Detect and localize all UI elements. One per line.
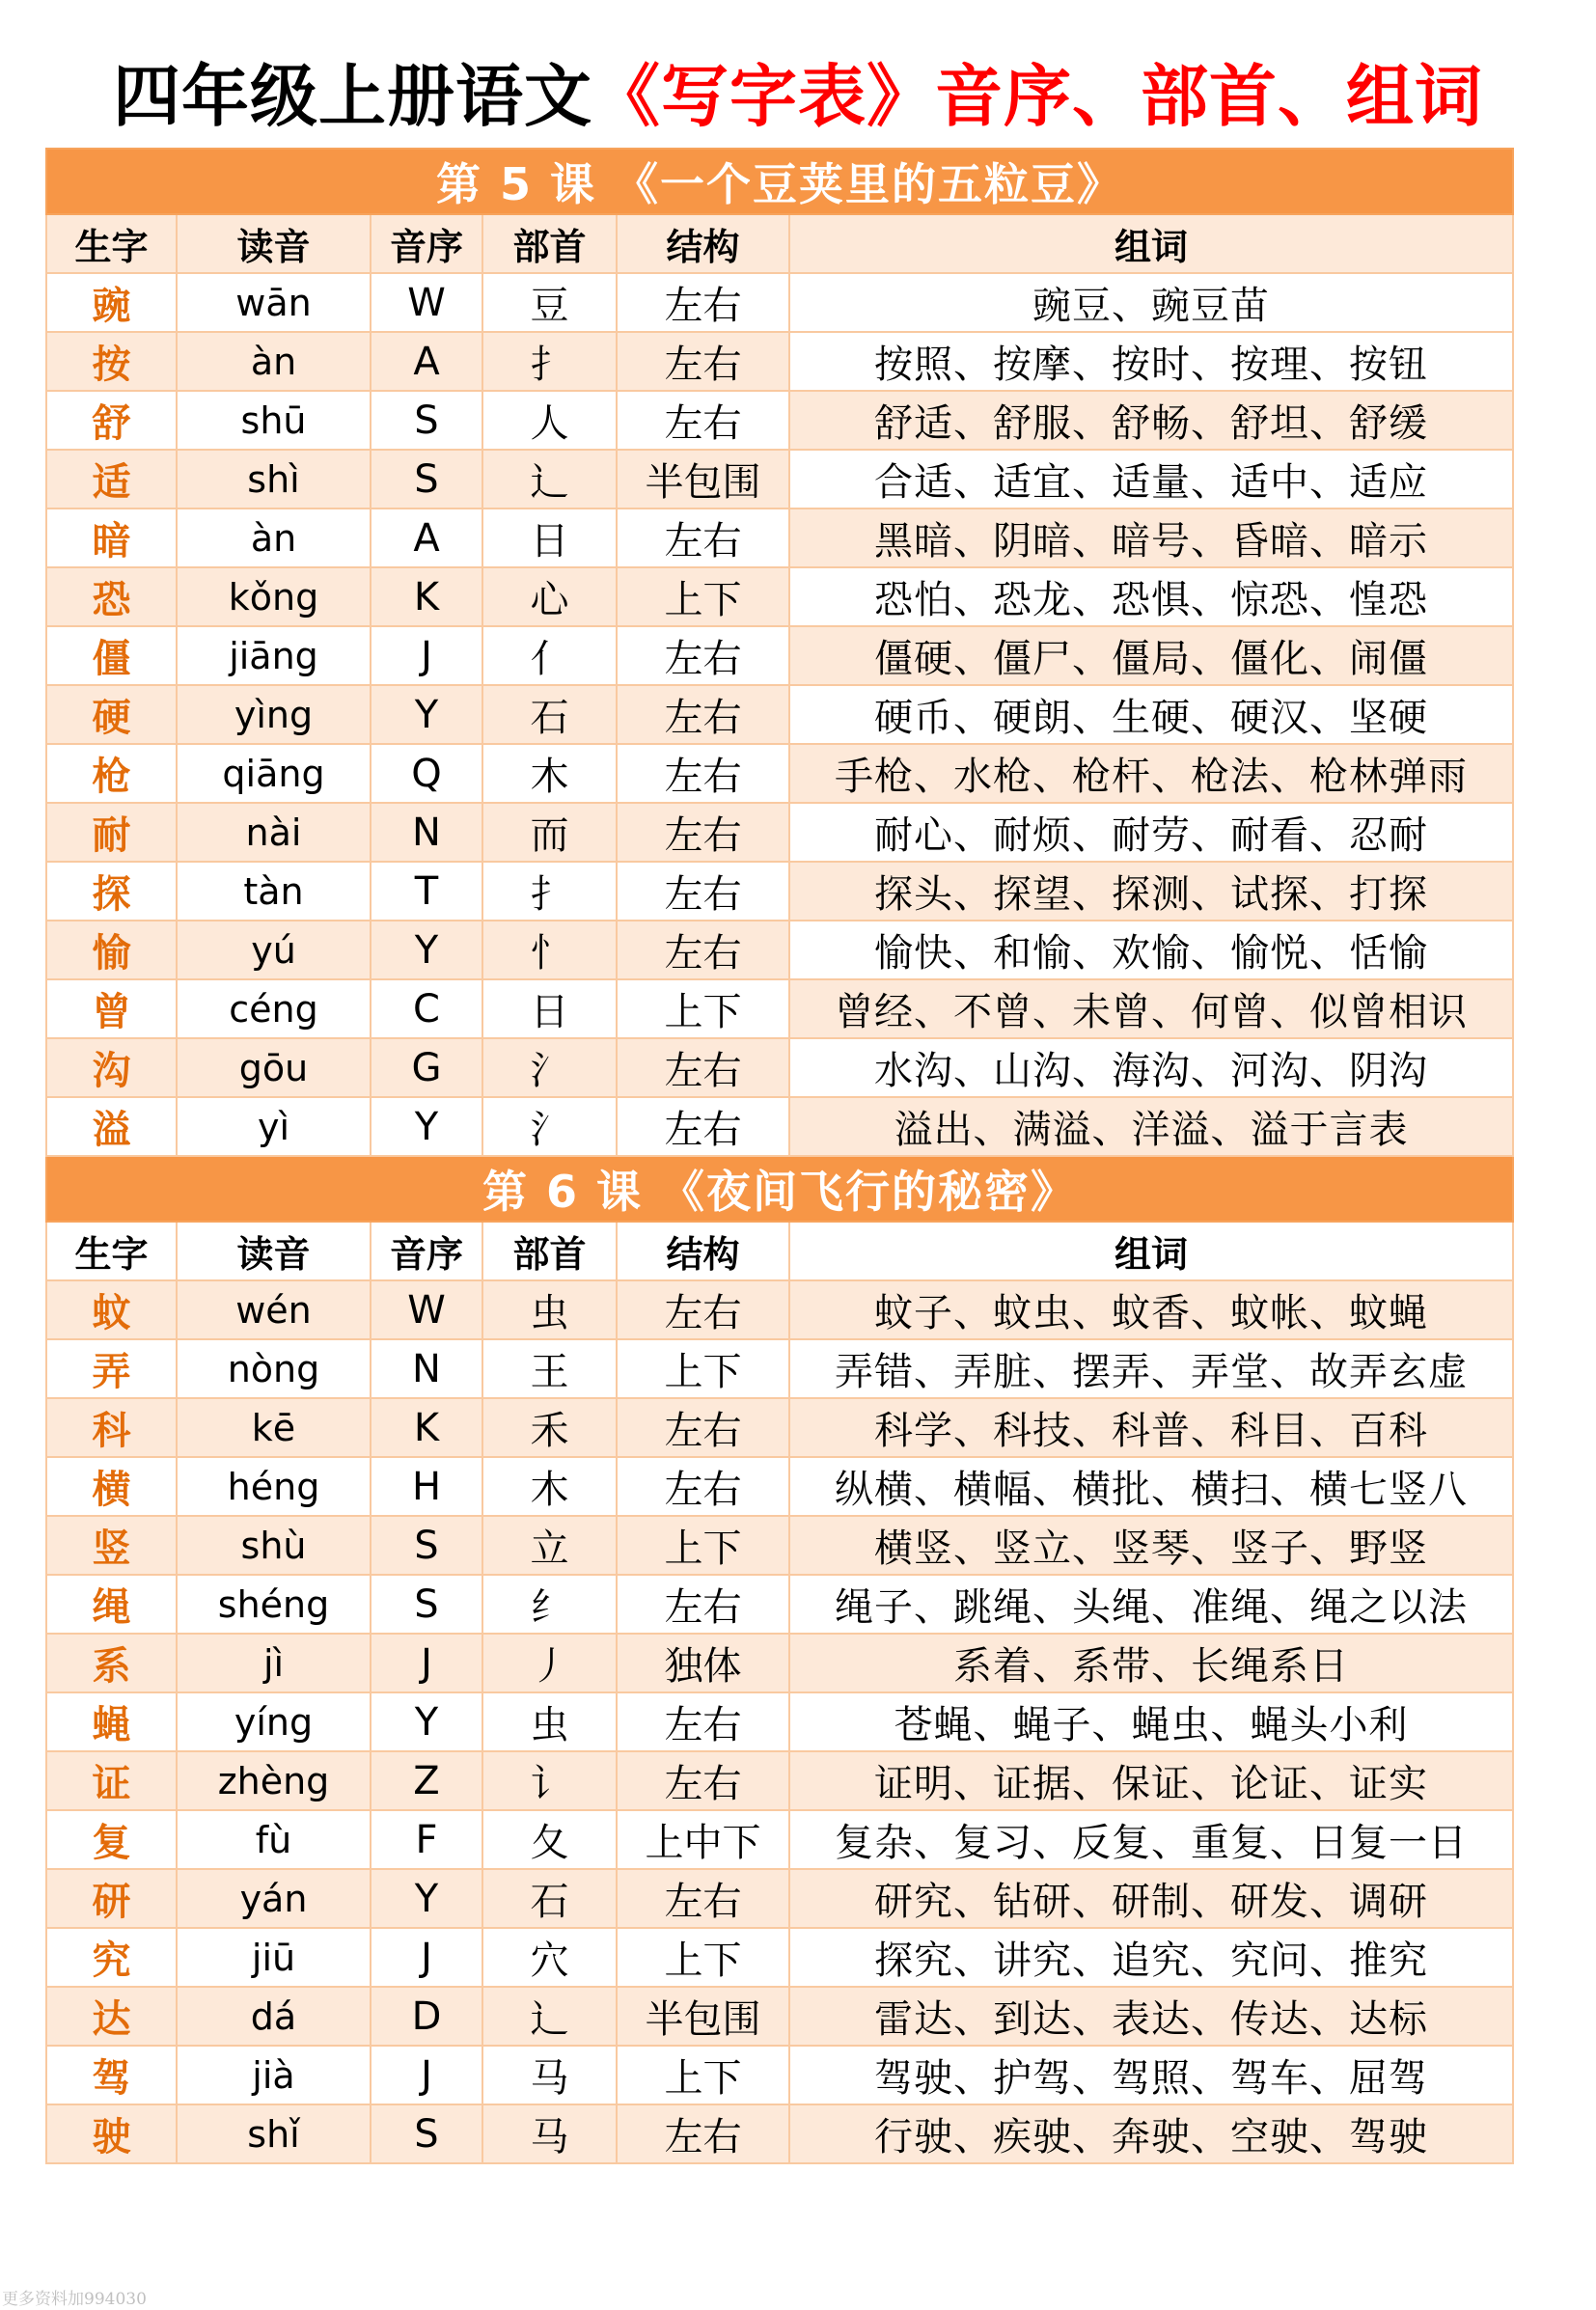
cell-initial: Z xyxy=(371,1751,482,1810)
cell-structure: 左右 xyxy=(617,921,789,979)
cell-structure: 左右 xyxy=(617,1398,789,1457)
cell-words: 溢出、满溢、洋溢、溢于言表 xyxy=(789,1097,1513,1156)
cell-initial: K xyxy=(371,1398,482,1457)
cell-radical: 丿 xyxy=(482,1634,617,1692)
table-row xyxy=(46,567,1513,626)
cell-radical: 穴 xyxy=(482,1928,617,1987)
cell-initial: S xyxy=(371,391,482,450)
cell-radical: 日 xyxy=(482,509,617,567)
column-header-row xyxy=(46,214,1513,273)
cell-pinyin: jiāng xyxy=(177,626,371,685)
lesson-heading: 第 5 课 《一个豆荚里的五粒豆》 xyxy=(46,149,1513,214)
table-row xyxy=(46,1869,1513,1928)
cell-character: 究 xyxy=(46,1928,177,1987)
cell-words: 弄错、弄脏、摆弄、弄堂、故弄玄虚 xyxy=(789,1339,1513,1398)
cell-character: 硬 xyxy=(46,685,177,744)
table-row xyxy=(46,862,1513,921)
cell-character: 驾 xyxy=(46,2046,177,2104)
cell-pinyin: héng xyxy=(177,1457,371,1516)
cell-pinyin: nài xyxy=(177,803,371,862)
table-row xyxy=(46,1810,1513,1869)
table-row xyxy=(46,391,1513,450)
cell-pinyin: kē xyxy=(177,1398,371,1457)
column-header-structure: 结构 xyxy=(617,1222,789,1280)
cell-radical: 辶 xyxy=(482,1987,617,2046)
table-row xyxy=(46,1928,1513,1987)
column-header-structure: 结构 xyxy=(617,214,789,273)
cell-radical: 木 xyxy=(482,1457,617,1516)
cell-words: 蚊子、蚊虫、蚊香、蚊帐、蚊蝇 xyxy=(789,1280,1513,1339)
cell-pinyin: wān xyxy=(177,273,371,332)
cell-pinyin: fù xyxy=(177,1810,371,1869)
table-row xyxy=(46,1097,1513,1156)
cell-pinyin: zhèng xyxy=(177,1751,371,1810)
table-row xyxy=(46,1280,1513,1339)
cell-radical: 虫 xyxy=(482,1280,617,1339)
cell-initial: W xyxy=(371,1280,482,1339)
cell-pinyin: yì xyxy=(177,1097,371,1156)
cell-initial: J xyxy=(371,626,482,685)
table-row xyxy=(46,921,1513,979)
cell-structure: 左右 xyxy=(617,1457,789,1516)
column-header-radical: 部首 xyxy=(482,214,617,273)
cell-structure: 左右 xyxy=(617,1692,789,1751)
cell-words: 系着、系带、长绳系日 xyxy=(789,1634,1513,1692)
table-row xyxy=(46,685,1513,744)
cell-pinyin: kǒng xyxy=(177,567,371,626)
cell-words: 苍蝇、蝇子、蝇虫、蝇头小利 xyxy=(789,1692,1513,1751)
cell-words: 愉快、和愉、欢愉、愉悦、恬愉 xyxy=(789,921,1513,979)
cell-radical: 夂 xyxy=(482,1810,617,1869)
page-title xyxy=(0,42,1596,140)
cell-radical: 木 xyxy=(482,744,617,803)
cell-structure: 左右 xyxy=(617,2104,789,2163)
cell-initial: K xyxy=(371,567,482,626)
cell-character: 科 xyxy=(46,1398,177,1457)
cell-structure: 左右 xyxy=(617,685,789,744)
cell-words: 绳子、跳绳、头绳、准绳、绳之以法 xyxy=(789,1575,1513,1634)
cell-radical: 人 xyxy=(482,391,617,450)
cell-structure: 左右 xyxy=(617,1097,789,1156)
cell-radical: 氵 xyxy=(482,1097,617,1156)
table-row xyxy=(46,1038,1513,1097)
table-row xyxy=(46,1751,1513,1810)
cell-initial: W xyxy=(371,273,482,332)
cell-radical: 马 xyxy=(482,2104,617,2163)
cell-initial: N xyxy=(371,1339,482,1398)
cell-initial: J xyxy=(371,1634,482,1692)
column-header-words: 组词 xyxy=(789,214,1513,273)
cell-initial: T xyxy=(371,862,482,921)
cell-initial: H xyxy=(371,1457,482,1516)
table-row xyxy=(46,626,1513,685)
cell-structure: 左右 xyxy=(617,1575,789,1634)
cell-structure: 左右 xyxy=(617,273,789,332)
cell-pinyin: shéng xyxy=(177,1575,371,1634)
cell-radical: 虫 xyxy=(482,1692,617,1751)
table-row xyxy=(46,1398,1513,1457)
cell-structure: 上下 xyxy=(617,2046,789,2104)
cell-pinyin: shù xyxy=(177,1516,371,1575)
cell-character: 愉 xyxy=(46,921,177,979)
table-row xyxy=(46,332,1513,391)
cell-initial: J xyxy=(371,2046,482,2104)
table-row xyxy=(46,2046,1513,2104)
cell-radical: 豆 xyxy=(482,273,617,332)
cell-pinyin: yú xyxy=(177,921,371,979)
cell-character: 溢 xyxy=(46,1097,177,1156)
cell-initial: A xyxy=(371,332,482,391)
cell-radical: 纟 xyxy=(482,1575,617,1634)
cell-character: 僵 xyxy=(46,626,177,685)
cell-radical: 石 xyxy=(482,1869,617,1928)
cell-structure: 上下 xyxy=(617,1928,789,1987)
cell-character: 适 xyxy=(46,450,177,509)
column-header-pinyin: 读音 xyxy=(177,214,371,273)
cell-words: 曾经、不曾、未曾、何曾、似曾相识 xyxy=(789,979,1513,1038)
cell-pinyin: gōu xyxy=(177,1038,371,1097)
lesson-heading: 第 6 课 《夜间飞行的秘密》 xyxy=(46,1156,1513,1222)
table-row xyxy=(46,2104,1513,2163)
cell-initial: Y xyxy=(371,1692,482,1751)
cell-words: 水沟、山沟、海沟、河沟、阴沟 xyxy=(789,1038,1513,1097)
cell-character: 恐 xyxy=(46,567,177,626)
cell-structure: 左右 xyxy=(617,626,789,685)
table-row xyxy=(46,1339,1513,1398)
cell-pinyin: shū xyxy=(177,391,371,450)
table-row xyxy=(46,744,1513,803)
title-highlight: 《写字表》音序、部首、组词 xyxy=(592,57,1483,136)
cell-pinyin: yìng xyxy=(177,685,371,744)
cell-words: 手枪、水枪、枪杆、枪法、枪林弹雨 xyxy=(789,744,1513,803)
cell-pinyin: céng xyxy=(177,979,371,1038)
cell-initial: S xyxy=(371,450,482,509)
cell-initial: Y xyxy=(371,1097,482,1156)
cell-initial: S xyxy=(371,1575,482,1634)
column-header-initial: 音序 xyxy=(371,214,482,273)
table-row xyxy=(46,450,1513,509)
cell-radical: 马 xyxy=(482,2046,617,2104)
cell-initial: Y xyxy=(371,685,482,744)
cell-character: 蚊 xyxy=(46,1280,177,1339)
cell-radical: 心 xyxy=(482,567,617,626)
cell-structure: 左右 xyxy=(617,509,789,567)
cell-words: 恐怕、恐龙、恐惧、惊恐、惶恐 xyxy=(789,567,1513,626)
cell-structure: 半包围 xyxy=(617,450,789,509)
column-header-words: 组词 xyxy=(789,1222,1513,1280)
column-header-character: 生字 xyxy=(46,1222,177,1280)
cell-structure: 左右 xyxy=(617,803,789,862)
cell-pinyin: yán xyxy=(177,1869,371,1928)
cell-character: 横 xyxy=(46,1457,177,1516)
cell-pinyin: àn xyxy=(177,509,371,567)
table-row xyxy=(46,509,1513,567)
cell-character: 绳 xyxy=(46,1575,177,1634)
cell-words: 研究、钻研、研制、研发、调研 xyxy=(789,1869,1513,1928)
cell-radical: 扌 xyxy=(482,862,617,921)
table-row xyxy=(46,1987,1513,2046)
cell-character: 竖 xyxy=(46,1516,177,1575)
cell-initial: F xyxy=(371,1810,482,1869)
cell-pinyin: jiū xyxy=(177,1928,371,1987)
cell-radical: 亻 xyxy=(482,626,617,685)
cell-radical: 王 xyxy=(482,1339,617,1398)
cell-structure: 左右 xyxy=(617,1038,789,1097)
cell-radical: 讠 xyxy=(482,1751,617,1810)
cell-words: 探究、讲究、追究、究问、推究 xyxy=(789,1928,1513,1987)
cell-radical: 忄 xyxy=(482,921,617,979)
cell-character: 达 xyxy=(46,1987,177,2046)
column-header-row xyxy=(46,1222,1513,1280)
table-row xyxy=(46,1692,1513,1751)
cell-pinyin: nòng xyxy=(177,1339,371,1398)
cell-character: 系 xyxy=(46,1634,177,1692)
column-header-character: 生字 xyxy=(46,214,177,273)
column-header-initial: 音序 xyxy=(371,1222,482,1280)
cell-words: 僵硬、僵尸、僵局、僵化、闹僵 xyxy=(789,626,1513,685)
cell-words: 证明、证据、保证、论证、证实 xyxy=(789,1751,1513,1810)
cell-pinyin: shì xyxy=(177,450,371,509)
cell-initial: A xyxy=(371,509,482,567)
table-row xyxy=(46,1575,1513,1634)
table-row xyxy=(46,1634,1513,1692)
cell-structure: 左右 xyxy=(617,1280,789,1339)
cell-radical: 禾 xyxy=(482,1398,617,1457)
cell-words: 驾驶、护驾、驾照、驾车、屈驾 xyxy=(789,2046,1513,2104)
cell-radical: 石 xyxy=(482,685,617,744)
cell-character: 曾 xyxy=(46,979,177,1038)
cell-pinyin: jià xyxy=(177,2046,371,2104)
cell-radical: 而 xyxy=(482,803,617,862)
cell-pinyin: yíng xyxy=(177,1692,371,1751)
cell-words: 黑暗、阴暗、暗号、昏暗、暗示 xyxy=(789,509,1513,567)
cell-pinyin: qiāng xyxy=(177,744,371,803)
cell-radical: 日 xyxy=(482,979,617,1038)
cell-initial: Y xyxy=(371,921,482,979)
cell-words: 按照、按摩、按时、按理、按钮 xyxy=(789,332,1513,391)
cell-character: 驶 xyxy=(46,2104,177,2163)
cell-character: 证 xyxy=(46,1751,177,1810)
cell-structure: 独体 xyxy=(617,1634,789,1692)
cell-structure: 上下 xyxy=(617,1516,789,1575)
cell-words: 合适、适宜、适量、适中、适应 xyxy=(789,450,1513,509)
cell-structure: 左右 xyxy=(617,1869,789,1928)
cell-character: 豌 xyxy=(46,273,177,332)
cell-structure: 左右 xyxy=(617,1751,789,1810)
cell-initial: S xyxy=(371,2104,482,2163)
cell-words: 硬币、硬朗、生硬、硬汉、坚硬 xyxy=(789,685,1513,744)
cell-words: 舒适、舒服、舒畅、舒坦、舒缓 xyxy=(789,391,1513,450)
table-row xyxy=(46,803,1513,862)
cell-radical: 氵 xyxy=(482,1038,617,1097)
cell-words: 雷达、到达、表达、传达、达标 xyxy=(789,1987,1513,2046)
cell-character: 按 xyxy=(46,332,177,391)
cell-character: 枪 xyxy=(46,744,177,803)
cell-initial: Q xyxy=(371,744,482,803)
table-row xyxy=(46,1516,1513,1575)
cell-structure: 半包围 xyxy=(617,1987,789,2046)
cell-radical: 立 xyxy=(482,1516,617,1575)
cell-character: 探 xyxy=(46,862,177,921)
cell-radical: 扌 xyxy=(482,332,617,391)
cell-initial: D xyxy=(371,1987,482,2046)
cell-pinyin: tàn xyxy=(177,862,371,921)
footer-watermark: 更多资料加994030 xyxy=(2,2290,147,2309)
cell-pinyin: jì xyxy=(177,1634,371,1692)
cell-character: 弄 xyxy=(46,1339,177,1398)
table-row xyxy=(46,273,1513,332)
cell-initial: C xyxy=(371,979,482,1038)
cell-words: 行驶、疾驶、奔驶、空驶、驾驶 xyxy=(789,2104,1513,2163)
cell-radical: 辶 xyxy=(482,450,617,509)
table-row xyxy=(46,1457,1513,1516)
cell-pinyin: wén xyxy=(177,1280,371,1339)
cell-character: 舒 xyxy=(46,391,177,450)
cell-initial: J xyxy=(371,1928,482,1987)
column-header-radical: 部首 xyxy=(482,1222,617,1280)
cell-words: 横竖、竖立、竖琴、竖子、野竖 xyxy=(789,1516,1513,1575)
cell-structure: 左右 xyxy=(617,862,789,921)
cell-words: 纵横、横幅、横批、横扫、横七竖八 xyxy=(789,1457,1513,1516)
cell-initial: S xyxy=(371,1516,482,1575)
title-main: 四年级上册语文 xyxy=(113,57,592,136)
cell-words: 耐心、耐烦、耐劳、耐看、忍耐 xyxy=(789,803,1513,862)
lesson-heading-row xyxy=(46,149,1513,214)
lesson-heading-row xyxy=(46,1156,1513,1222)
cell-character: 沟 xyxy=(46,1038,177,1097)
cell-character: 暗 xyxy=(46,509,177,567)
column-header-pinyin: 读音 xyxy=(177,1222,371,1280)
cell-initial: G xyxy=(371,1038,482,1097)
cell-words: 探头、探望、探测、试探、打探 xyxy=(789,862,1513,921)
cell-words: 科学、科技、科普、科目、百科 xyxy=(789,1398,1513,1457)
table-row xyxy=(46,979,1513,1038)
cell-structure: 左右 xyxy=(617,391,789,450)
cell-structure: 左右 xyxy=(617,332,789,391)
cell-character: 复 xyxy=(46,1810,177,1869)
cell-pinyin: shǐ xyxy=(177,2104,371,2163)
cell-character: 耐 xyxy=(46,803,177,862)
cell-initial: N xyxy=(371,803,482,862)
cell-structure: 左右 xyxy=(617,744,789,803)
cell-initial: Y xyxy=(371,1869,482,1928)
cell-character: 蝇 xyxy=(46,1692,177,1751)
cell-words: 复杂、复习、反复、重复、日复一日 xyxy=(789,1810,1513,1869)
cell-structure: 上下 xyxy=(617,567,789,626)
cell-structure: 上下 xyxy=(617,1339,789,1398)
character-table xyxy=(45,148,1514,2164)
cell-character: 研 xyxy=(46,1869,177,1928)
cell-words: 豌豆、豌豆苗 xyxy=(789,273,1513,332)
cell-pinyin: dá xyxy=(177,1987,371,2046)
cell-structure: 上下 xyxy=(617,979,789,1038)
cell-structure: 上中下 xyxy=(617,1810,789,1869)
cell-pinyin: àn xyxy=(177,332,371,391)
